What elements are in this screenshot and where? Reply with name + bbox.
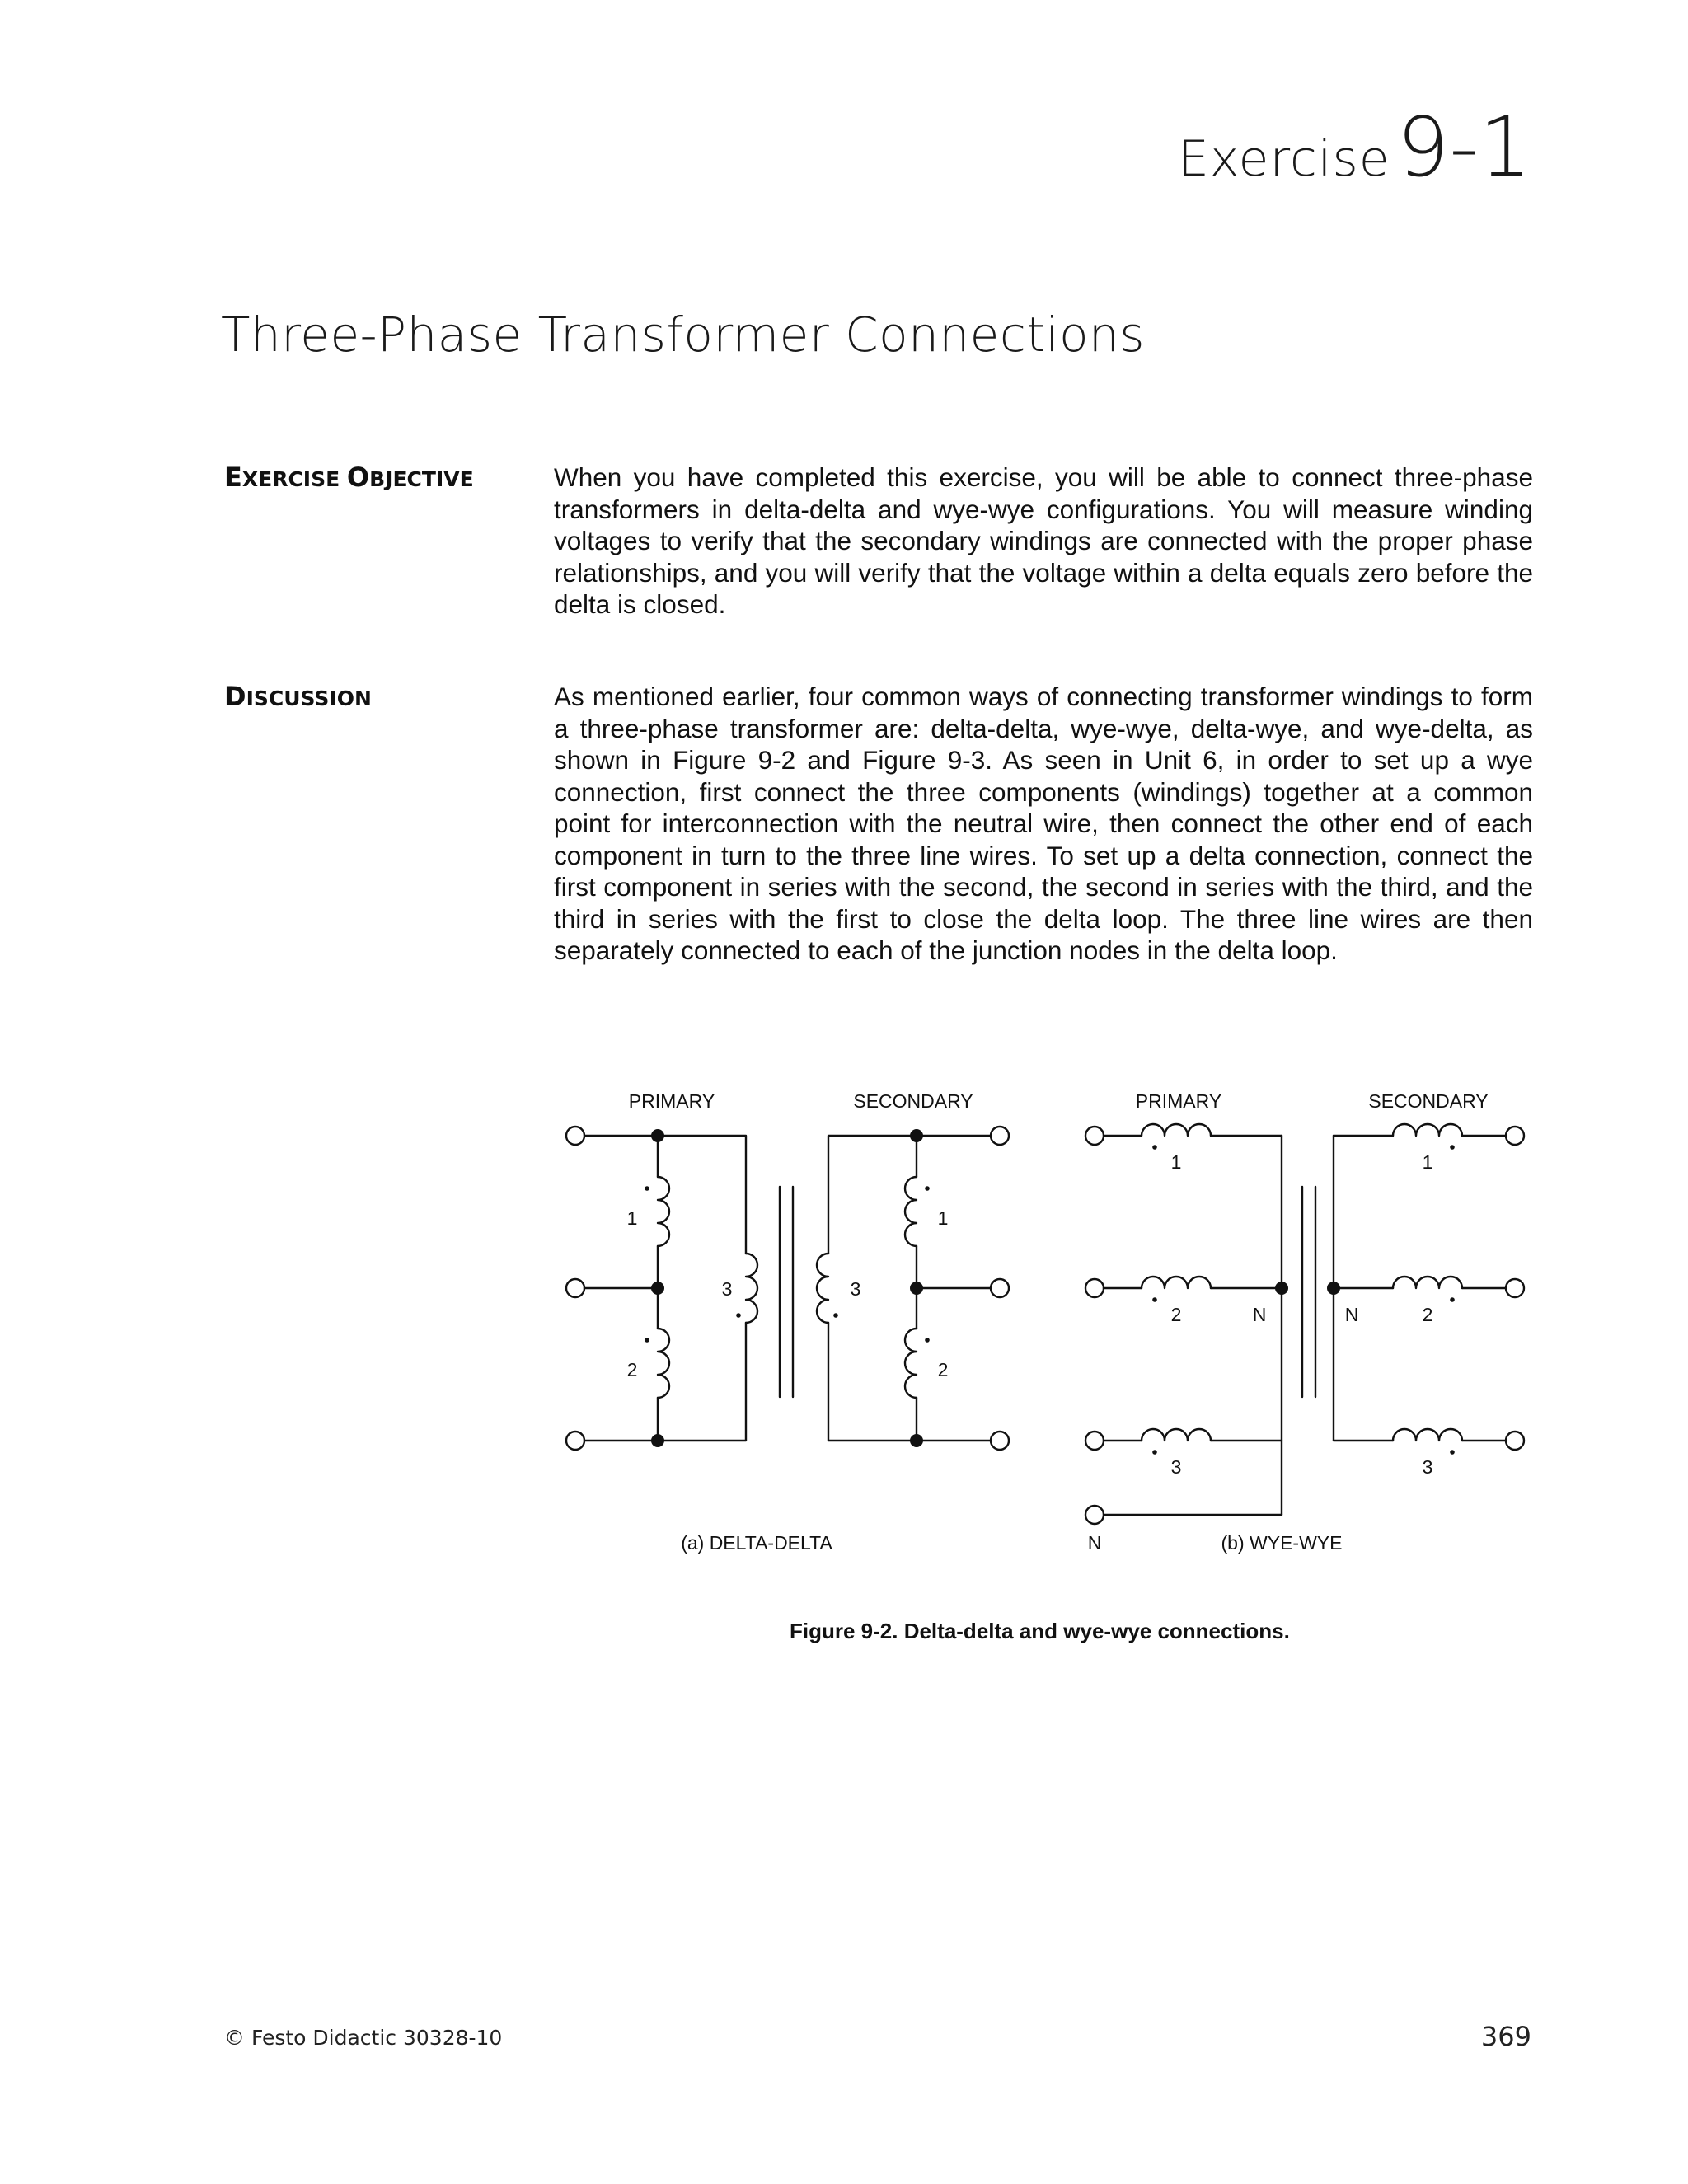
subcaption-wye-wye: (b) WYE-WYE — [1221, 1532, 1343, 1554]
winding-2-label: 2 — [1170, 1304, 1182, 1325]
winding-3-label: 3 — [850, 1278, 861, 1300]
exercise-header — [1178, 99, 1531, 195]
winding-3-label: 3 — [721, 1278, 733, 1300]
winding-1-label: 1 — [1422, 1151, 1433, 1173]
objective-label: EXERCISE OBJECTIVE — [224, 462, 474, 493]
winding-3-label: 3 — [1422, 1456, 1433, 1478]
neutral-label: N — [1087, 1532, 1102, 1554]
exercise-number: 9-1 — [1396, 99, 1531, 195]
figure-9-2 — [544, 1071, 1566, 1582]
winding-3-label: 3 — [1170, 1456, 1182, 1478]
winding-1-label: 1 — [626, 1207, 638, 1229]
discussion-paragraph: As mentioned earlier, four common ways of connecting transformer windings to form a three-phase transformer are: delta-delta, wye-wye, delta-wye, and wye-delta, as shown in Figure 9-2 and Figure 9-3. As seen in Unit 6, in order to set up a wye connection, first connect the three components (windings) together at a common point for interconnection with the neutral wire, then connect the other end of each component in turn to the three line wires. To set up a delta connection, connect the first component in series with the second, the second in series with the third, and the third in series with the first to close the delta loop. The three line wires are then separately connected to each of the junction nodes in the delta loop. — [554, 682, 1533, 965]
winding-2-label: 2 — [1422, 1304, 1433, 1325]
winding-1-label: 1 — [1170, 1151, 1182, 1173]
winding-2-label: 2 — [626, 1359, 638, 1380]
secondary-label-b: SECONDARY — [1368, 1090, 1489, 1112]
secondary-label-a: SECONDARY — [853, 1090, 973, 1112]
neutral-label: N — [1344, 1304, 1359, 1325]
objective-paragraph: When you have completed this exercise, you will be able to connect three-phase transformers in delta-delta and wye-wye configurations. You will measure winding voltages to verify that the secondary windings are connected with the proper phase relationships, and you will verify that the voltage within a delta equals zero before the delta is closed. — [554, 462, 1533, 619]
page-title: Three-Phase Transformer Connections — [221, 307, 1146, 363]
discussion-label: DISCUSSION — [224, 681, 372, 712]
footer-copyright: © Festo Didactic 30328-10 — [224, 2026, 503, 2050]
winding-1-label: 1 — [937, 1207, 949, 1229]
figure-caption: Figure 9-2. Delta-delta and wye-wye connections. — [790, 1619, 1290, 1643]
neutral-label: N — [1252, 1304, 1267, 1325]
transformer-diagram — [544, 1071, 1566, 1582]
primary-label-a: PRIMARY — [628, 1090, 715, 1112]
subcaption-delta-delta: (a) DELTA-DELTA — [681, 1532, 832, 1554]
page-number: 369 — [1480, 2021, 1531, 2052]
exercise-word: Exercise — [1177, 130, 1390, 188]
primary-label-b: PRIMARY — [1135, 1090, 1222, 1112]
winding-2-label: 2 — [937, 1359, 949, 1380]
